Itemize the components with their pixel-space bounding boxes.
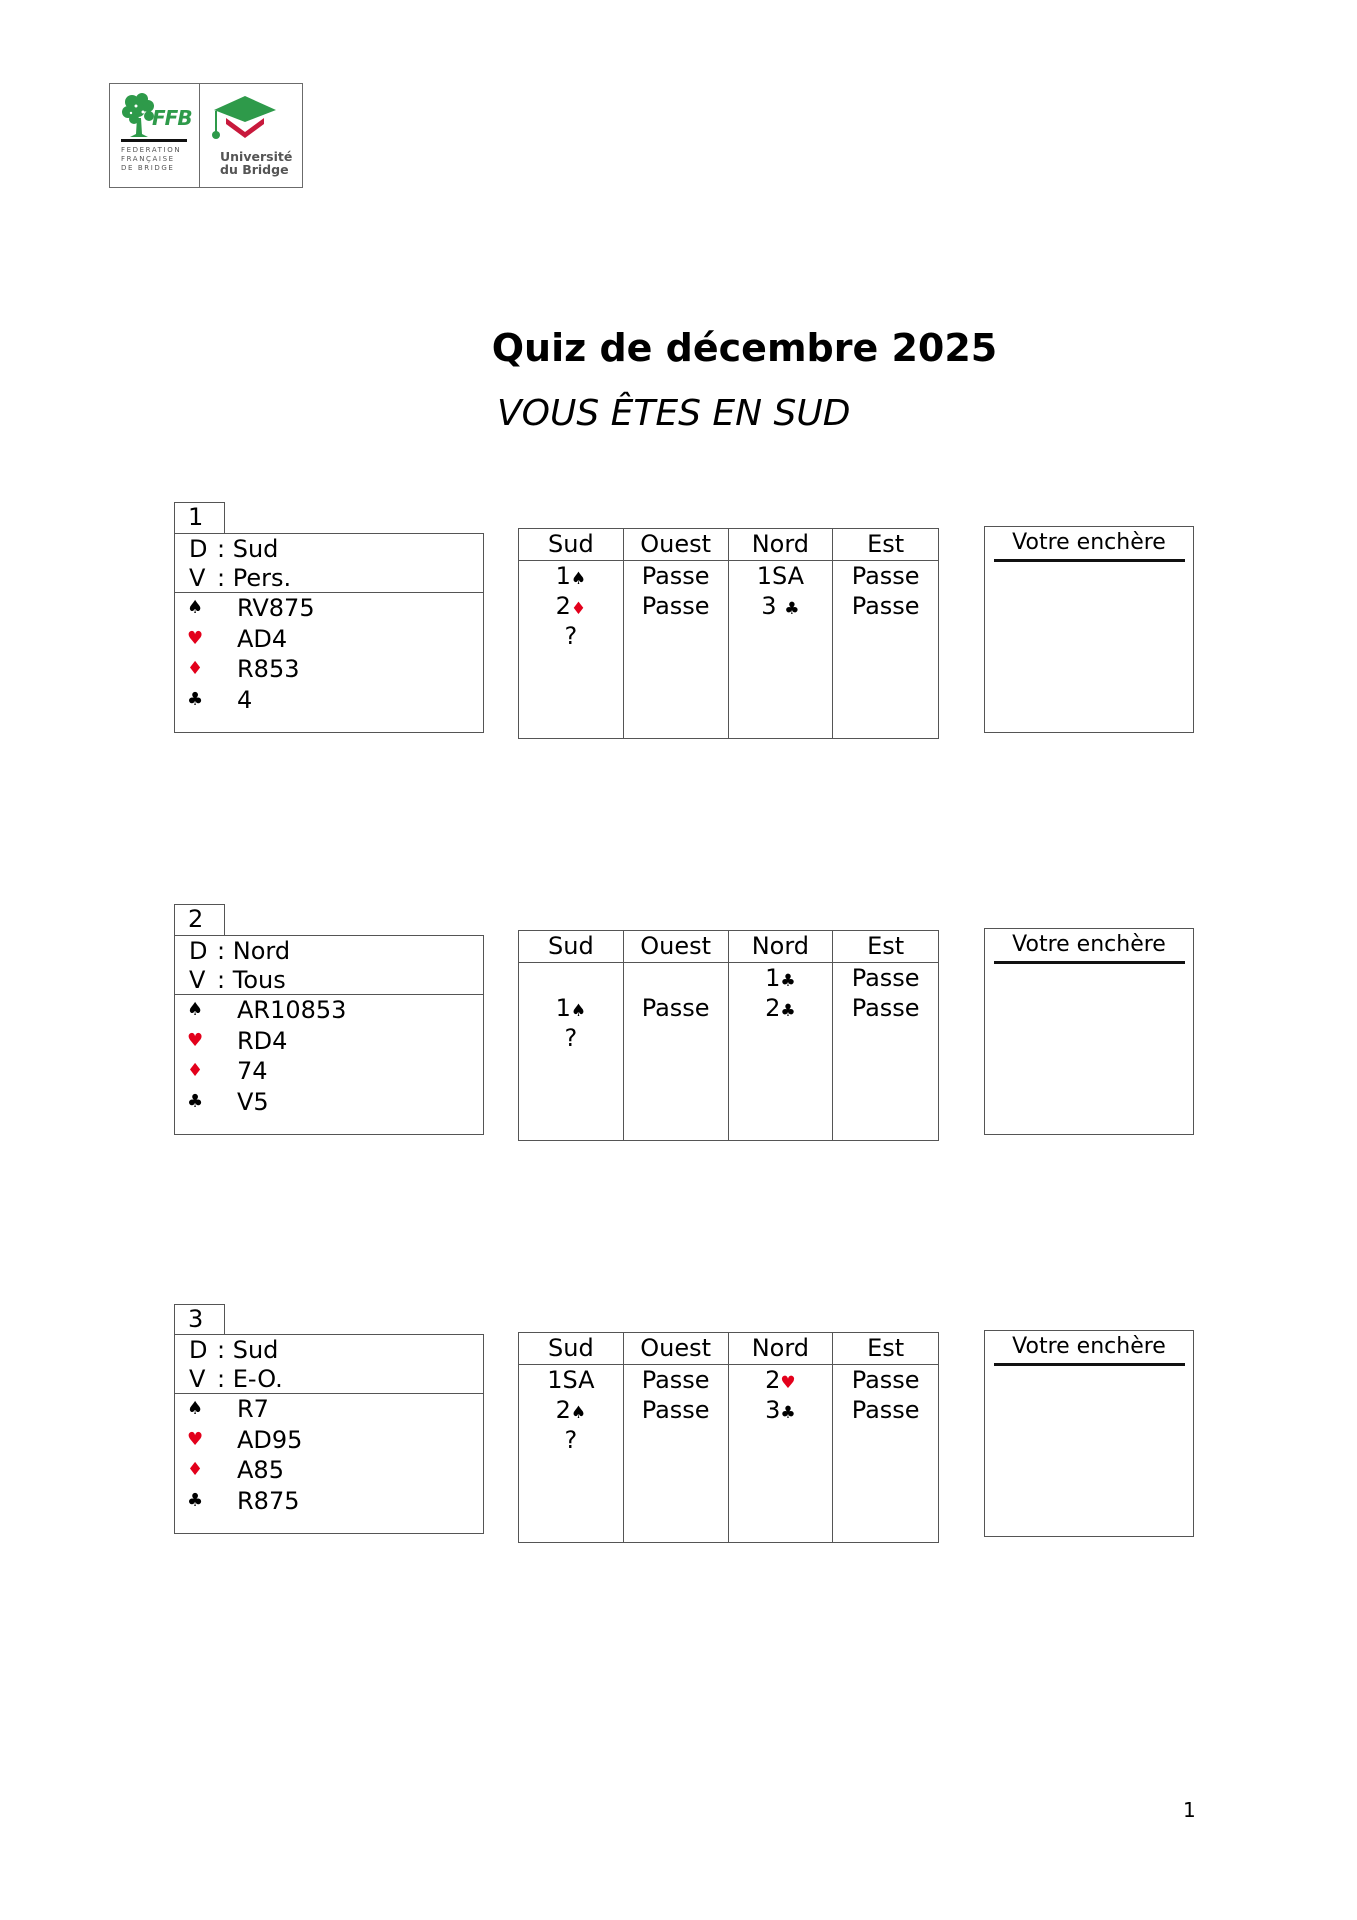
hand-cards — [175, 1394, 483, 1516]
auction-header: Est — [833, 1333, 938, 1365]
bid-question: ? — [564, 1024, 578, 1052]
bid: 2♦ — [555, 592, 587, 620]
diamonds-cards: R853 — [237, 655, 300, 683]
dealer-value: Sud — [232, 535, 279, 563]
bid: Passe — [851, 964, 920, 992]
your-bid-box[interactable] — [984, 526, 1194, 733]
problem-number: 1 — [174, 502, 225, 533]
ffb-divider-bar — [121, 139, 187, 142]
ffb-universite-logo — [109, 83, 303, 188]
page-title: Quiz de décembre 2025 — [491, 326, 998, 370]
vulnerability-value: E-O. — [232, 1365, 283, 1393]
vulnerability-line — [189, 966, 483, 995]
bid: Passe — [641, 562, 710, 590]
auction-col-ouest — [624, 931, 729, 1140]
clubs-cards: R875 — [237, 1486, 300, 1515]
hearts-cards: AD95 — [237, 1425, 303, 1454]
auction-header: Nord — [729, 529, 833, 561]
your-bid-underline — [994, 961, 1185, 964]
universite-wordmark — [220, 150, 292, 176]
bid: 3 ♣ — [761, 592, 800, 620]
vulnerability-line — [189, 1365, 483, 1394]
clubs-cards: V5 — [237, 1087, 269, 1116]
separator: : — [217, 1365, 226, 1393]
dealer-label: D — [189, 535, 208, 563]
vulnerability-value: Tous — [232, 966, 286, 994]
auction-header: Sud — [519, 529, 623, 561]
auction-col-nord — [729, 1333, 834, 1542]
bid: 1♣ — [765, 964, 796, 992]
spade-icon: ♠ — [570, 569, 587, 589]
auction-col-sud — [519, 529, 624, 738]
separator: : — [217, 535, 226, 563]
universite-line: du Bridge — [220, 162, 289, 177]
vuln-label: V — [189, 1365, 206, 1393]
clubs-cards: 4 — [237, 685, 253, 714]
problem-number: 3 — [174, 1304, 225, 1335]
diamonds-cards: A85 — [237, 1456, 284, 1484]
universite-line: Université — [220, 149, 293, 164]
bid: Passe — [851, 1366, 920, 1394]
spades-row — [175, 1394, 483, 1425]
dealer-value: Sud — [232, 1336, 279, 1364]
spades-cards: AR10853 — [237, 996, 347, 1024]
ffb-subtitle-line: DE BRIDGE — [121, 164, 175, 172]
vuln-label: V — [189, 966, 206, 994]
spade-icon: ♠ — [187, 999, 204, 1020]
ffb-subtitle — [121, 146, 189, 173]
diamonds-cards: 74 — [237, 1057, 268, 1085]
ffb-logo — [110, 84, 200, 187]
club-icon: ♣ — [780, 1403, 796, 1423]
auction-header: Nord — [729, 931, 833, 963]
bid: 3♣ — [765, 1396, 796, 1424]
vulnerability-line — [189, 564, 483, 593]
ffb-subtitle-line: FRANÇAISE — [121, 155, 175, 163]
separator: : — [217, 937, 226, 965]
hearts-row — [175, 1425, 483, 1456]
diamond-icon: ♦ — [187, 1060, 204, 1081]
dealer-label: D — [189, 937, 208, 965]
clubs-row — [175, 1486, 483, 1517]
auction-col-sud — [519, 931, 624, 1140]
problem-number: 2 — [174, 904, 225, 935]
auction-header: Sud — [519, 931, 623, 963]
diamond-icon: ♦ — [570, 599, 587, 619]
auction-header: Est — [833, 529, 938, 561]
bid: Passe — [851, 562, 920, 590]
spades-row — [175, 995, 483, 1026]
diamond-icon: ♦ — [187, 658, 204, 679]
vuln-label: V — [189, 564, 206, 592]
your-bid-underline — [994, 1363, 1185, 1366]
auction-table — [518, 930, 939, 1141]
your-bid-box[interactable] — [984, 1330, 1194, 1537]
diamonds-row — [175, 1455, 483, 1486]
deal-info — [175, 936, 483, 995]
diamonds-row — [175, 1056, 483, 1087]
bid: 2♣ — [765, 994, 796, 1022]
heart-icon: ♥ — [780, 1373, 796, 1393]
hand-cards — [175, 995, 483, 1117]
heart-icon: ♥ — [187, 627, 204, 649]
auction-col-est — [833, 529, 938, 738]
bid: 2♠ — [555, 1396, 587, 1424]
auction-header: Est — [833, 931, 938, 963]
your-bid-underline — [994, 559, 1185, 562]
club-icon: ♣ — [780, 971, 796, 991]
auction-header: Ouest — [624, 931, 728, 963]
bid-question: ? — [564, 1426, 578, 1454]
ffb-wordmark: FFB — [152, 106, 192, 130]
clubs-row — [175, 685, 483, 716]
deal-info — [175, 534, 483, 593]
club-icon: ♣ — [187, 688, 204, 710]
hearts-row — [175, 624, 483, 655]
spades-row — [175, 593, 483, 624]
auction-col-est — [833, 1333, 938, 1542]
auction-col-nord — [729, 931, 834, 1140]
dealer-label: D — [189, 1336, 208, 1364]
spades-cards: RV875 — [237, 594, 315, 622]
bid: Passe — [641, 994, 710, 1022]
bid: Passe — [851, 592, 920, 620]
auction-header: Sud — [519, 1333, 623, 1365]
hearts-row — [175, 1026, 483, 1057]
auction-table — [518, 1332, 939, 1543]
page-subtitle: VOUS ÊTES EN SUD — [497, 393, 851, 434]
diamonds-row — [175, 654, 483, 685]
club-icon: ♣ — [187, 1489, 204, 1511]
bid: Passe — [641, 592, 710, 620]
auction-table — [518, 528, 939, 739]
vulnerability-value: Pers. — [232, 564, 292, 592]
auction-col-ouest — [624, 1333, 729, 1542]
spade-icon: ♠ — [570, 1403, 587, 1423]
diamond-icon: ♦ — [187, 1459, 204, 1480]
spade-icon: ♠ — [187, 597, 204, 618]
bid: 1SA — [547, 1366, 595, 1394]
dealer-line — [189, 535, 483, 564]
club-icon: ♣ — [780, 1001, 796, 1021]
ffb-subtitle-line: FEDERATION — [121, 146, 182, 154]
bid: Passe — [851, 1396, 920, 1424]
your-bid-box[interactable] — [984, 928, 1194, 1135]
hand-box — [174, 533, 484, 733]
spade-icon: ♠ — [570, 1001, 587, 1021]
auction-col-ouest — [624, 529, 729, 738]
your-bid-label: Votre enchère — [1012, 530, 1166, 555]
hearts-cards: AD4 — [237, 624, 288, 653]
hearts-cards: RD4 — [237, 1026, 288, 1055]
bid: 1SA — [756, 562, 805, 590]
bid: 2♥ — [765, 1366, 796, 1394]
bid-empty — [624, 963, 728, 993]
spade-icon: ♠ — [187, 1398, 204, 1419]
clubs-row — [175, 1087, 483, 1118]
bid-empty — [519, 963, 623, 993]
hand-box — [174, 935, 484, 1135]
bid: Passe — [641, 1396, 710, 1424]
deal-info — [175, 1335, 483, 1394]
bid: 1♠ — [555, 562, 587, 590]
dealer-line — [189, 1336, 483, 1365]
heart-icon: ♥ — [187, 1029, 204, 1051]
auction-header: Ouest — [624, 1333, 728, 1365]
bid-question: ? — [564, 622, 578, 650]
club-icon: ♣ — [187, 1090, 204, 1112]
bid: 1♠ — [555, 994, 587, 1022]
hand-box — [174, 1334, 484, 1534]
dealer-line — [189, 937, 483, 966]
separator: : — [217, 1336, 226, 1364]
auction-col-nord — [729, 529, 834, 738]
auction-header: Ouest — [624, 529, 728, 561]
heart-icon: ♥ — [187, 1428, 204, 1450]
your-bid-label: Votre enchère — [1012, 1334, 1166, 1359]
auction-header: Nord — [729, 1333, 833, 1365]
graduation-cap-icon — [210, 94, 280, 146]
auction-col-sud — [519, 1333, 624, 1542]
separator: : — [217, 966, 226, 994]
your-bid-label: Votre enchère — [1012, 932, 1166, 957]
auction-col-est — [833, 931, 938, 1140]
universite-du-bridge-logo — [200, 84, 302, 187]
spades-cards: R7 — [237, 1395, 269, 1423]
bid: Passe — [851, 994, 920, 1022]
page-number: 1 — [1183, 1798, 1196, 1822]
dealer-value: Nord — [232, 937, 291, 965]
separator: : — [217, 564, 226, 592]
hand-cards — [175, 593, 483, 715]
bid: Passe — [641, 1366, 710, 1394]
club-icon: ♣ — [784, 599, 800, 619]
